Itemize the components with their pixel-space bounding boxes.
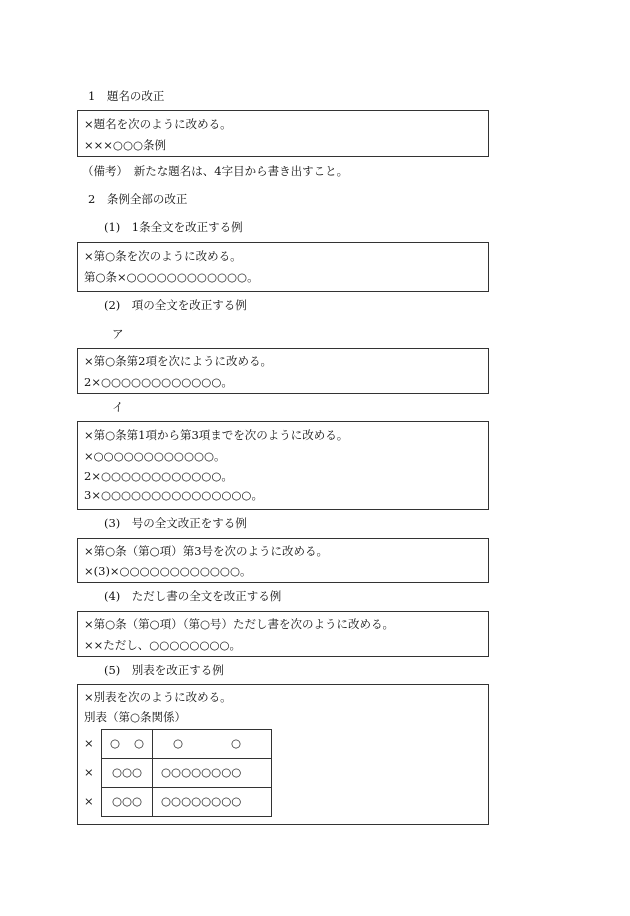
section-1-heading: 1 題名の改正 xyxy=(88,89,165,103)
example-line: 2×○○○○○○○○○○○○。 xyxy=(84,469,233,483)
subsection-5-example-box xyxy=(77,684,489,825)
example-line: ×題名を次のように改める。 xyxy=(84,117,232,131)
example-line: ×別表を次のように改める。 xyxy=(84,690,232,704)
subsection-3-heading: (3) 号の全文改正をする例 xyxy=(104,516,247,530)
example-line: ×××○○○条例 xyxy=(84,138,167,152)
row-mark: × xyxy=(84,736,94,751)
example-line: ×第○条（第○項）第3号を次のように改める。 xyxy=(84,544,329,558)
example-line: ×(3)×○○○○○○○○○○○○。 xyxy=(84,564,252,578)
subsection-5-heading: (5) 別表を改正する例 xyxy=(104,663,224,677)
cell-mark: ○ xyxy=(173,736,184,751)
row-mark: × xyxy=(84,765,94,780)
subsection-3-example-box xyxy=(77,538,489,583)
cell-mark: ○ xyxy=(109,736,120,751)
example-line: ×第○条を次のように改める。 xyxy=(84,249,242,263)
subsection-2a-label: ア xyxy=(112,327,124,341)
subsection-2-heading: (2) 項の全文を改正する例 xyxy=(104,298,247,312)
example-line: 2×○○○○○○○○○○○○。 xyxy=(84,375,233,389)
example-line: 第○条×○○○○○○○○○○○○。 xyxy=(84,270,259,284)
appendix-table xyxy=(84,729,272,817)
table-cell: ○○○ xyxy=(102,759,153,788)
subsection-2a-example-box xyxy=(77,348,489,394)
example-line: 3×○○○○○○○○○○○○○○○。 xyxy=(84,488,263,502)
cell-mark: ○ xyxy=(134,736,145,751)
subsection-2b-label: イ xyxy=(112,400,124,414)
subsection-1-heading: (1) 1条全文を改正する例 xyxy=(104,220,243,234)
example-line: ×第○条第1項から第3項までを次のように改める。 xyxy=(84,428,349,442)
table-cell xyxy=(153,730,272,759)
table-row xyxy=(84,759,272,788)
section-1-note: （備考） 新たな題名は、4字目から書き出すこと。 xyxy=(82,164,349,178)
example-line: ×第○条（第○項）（第○号）ただし書を次のように改める。 xyxy=(84,617,394,631)
table-row xyxy=(84,788,272,817)
cell-mark: ○ xyxy=(231,736,242,751)
table-cell: ○○○○○○○○ xyxy=(153,788,272,817)
table-cell: ○○○○○○○○ xyxy=(153,759,272,788)
appendix-table-title: 別表（第○条関係） xyxy=(84,710,187,724)
example-line: ×○○○○○○○○○○○○。 xyxy=(84,449,226,463)
example-line: ×第○条第2項を次にように改める。 xyxy=(84,354,272,368)
table-row xyxy=(84,730,272,759)
table-cell xyxy=(102,730,153,759)
subsection-2b-example-box xyxy=(77,421,489,510)
example-line: ××ただし、○○○○○○○○。 xyxy=(84,638,242,652)
section-1-example-box xyxy=(77,110,489,157)
subsection-4-heading: (4) ただし書の全文を改正する例 xyxy=(104,589,282,603)
section-2-heading: 2 条例全部の改正 xyxy=(88,192,188,206)
subsection-4-example-box xyxy=(77,611,489,657)
subsection-1-example-box xyxy=(77,242,489,292)
table-cell: ○○○ xyxy=(102,788,153,817)
row-mark: × xyxy=(84,794,94,809)
